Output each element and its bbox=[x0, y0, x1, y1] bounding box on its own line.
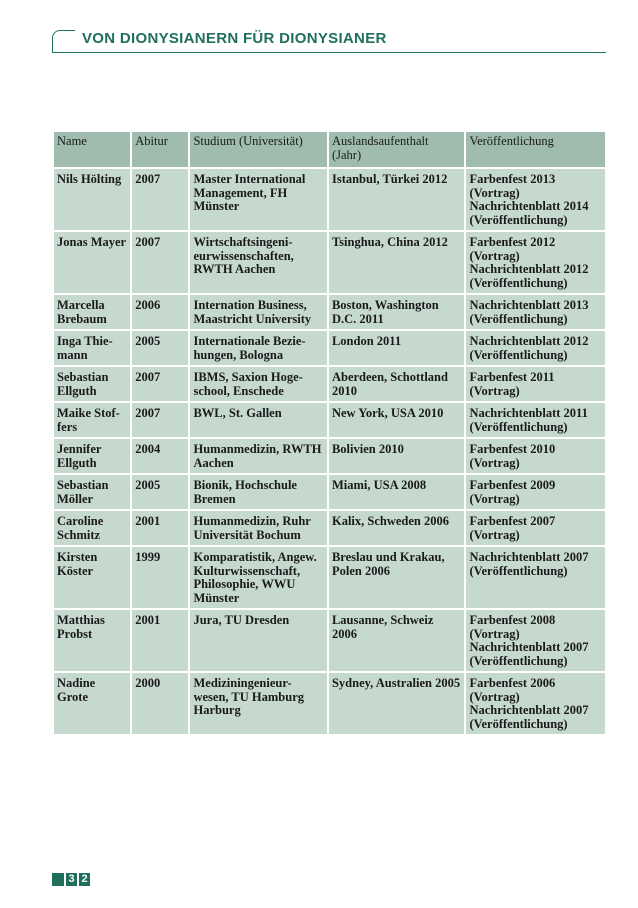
table-row bbox=[54, 511, 605, 545]
cell-auslandsaufenthalt: Istanbul, Türkei 2012 bbox=[329, 169, 464, 230]
cell-abitur: 2001 bbox=[132, 511, 188, 545]
cell-name: Kirsten Köster bbox=[54, 547, 130, 608]
cell-veroeffentlichung: Nachrichtenblatt 2012 (Veröffentlichung) bbox=[466, 331, 605, 365]
cell-auslandsaufenthalt: New York, USA 2010 bbox=[329, 403, 464, 437]
header-frame-corner bbox=[52, 30, 75, 53]
cell-studium: Internation Business, Maastricht University bbox=[190, 295, 327, 329]
cell-abitur: 2005 bbox=[132, 331, 188, 365]
cell-abitur: 2007 bbox=[132, 232, 188, 293]
cell-veroeffentlichung: Nachrichtenblatt 2007 (Veröffentlichung) bbox=[466, 547, 605, 608]
cell-name: Sebastian Möller bbox=[54, 475, 130, 509]
cell-name: Sebastian Ellguth bbox=[54, 367, 130, 401]
table-row bbox=[54, 367, 605, 401]
cell-name: Jennifer Ellguth bbox=[54, 439, 130, 473]
header-rule bbox=[52, 52, 606, 53]
cell-abitur: 2007 bbox=[132, 169, 188, 230]
cell-veroeffentlichung: Farbenfest 2006 (Vortrag) Nachrichtenblatt 2007 (Veröffentlichung) bbox=[466, 673, 605, 734]
cell-abitur: 2005 bbox=[132, 475, 188, 509]
cell-auslandsaufenthalt: Kalix, Schweden 2006 bbox=[329, 511, 464, 545]
cell-auslandsaufenthalt: Bolivien 2010 bbox=[329, 439, 464, 473]
cell-auslandsaufenthalt: Aberdeen, Schottland 2010 bbox=[329, 367, 464, 401]
cell-studium: Humanmedizin, RWTH Aachen bbox=[190, 439, 327, 473]
table-row bbox=[54, 232, 605, 293]
cell-name: Inga Thie-mann bbox=[54, 331, 130, 365]
cell-abitur: 2007 bbox=[132, 403, 188, 437]
cell-name: Marcella Brebaum bbox=[54, 295, 130, 329]
cell-name: Nils Hölting bbox=[54, 169, 130, 230]
cell-veroeffentlichung: Farbenfest 2011 (Vortrag) bbox=[466, 367, 605, 401]
column-header-studium: Studium (Universität) bbox=[190, 132, 327, 167]
cell-name: Maike Stof-fers bbox=[54, 403, 130, 437]
page-number-digit: 3 bbox=[66, 873, 77, 886]
table-row bbox=[54, 610, 605, 671]
cell-auslandsaufenthalt: London 2011 bbox=[329, 331, 464, 365]
cell-veroeffentlichung: Nachrichtenblatt 2011 (Veröffentlichung) bbox=[466, 403, 605, 437]
cell-studium: Jura, TU Dresden bbox=[190, 610, 327, 671]
cell-studium: Humanmedizin, Ruhr Universität Bochum bbox=[190, 511, 327, 545]
cell-auslandsaufenthalt: Lausanne, Schweiz 2006 bbox=[329, 610, 464, 671]
cell-studium: Mediziningenieur-wesen, TU Hamburg Harburg bbox=[190, 673, 327, 734]
cell-auslandsaufenthalt: Breslau und Krakau, Polen 2006 bbox=[329, 547, 464, 608]
column-header-veroeffentlichung: Veröffentlichung bbox=[466, 132, 605, 167]
cell-studium: BWL, St. Gallen bbox=[190, 403, 327, 437]
cell-name: Nadine Grote bbox=[54, 673, 130, 734]
cell-studium: Bionik, Hochschule Bremen bbox=[190, 475, 327, 509]
cell-name: Matthias Probst bbox=[54, 610, 130, 671]
table-row bbox=[54, 331, 605, 365]
page-header-title: VON DIONYSIANERN FÜR DIONYSIANER bbox=[82, 30, 387, 47]
table-row bbox=[54, 403, 605, 437]
cell-studium: Komparatistik, Angew. Kulturwissenschaft, Philosophie, WWU Münster bbox=[190, 547, 327, 608]
cell-veroeffentlichung: Farbenfest 2007 (Vortrag) bbox=[466, 511, 605, 545]
column-header-abitur: Abitur bbox=[132, 132, 188, 167]
cell-abitur: 2001 bbox=[132, 610, 188, 671]
column-header-name: Name bbox=[54, 132, 130, 167]
table-row bbox=[54, 475, 605, 509]
cell-auslandsaufenthalt: Miami, USA 2008 bbox=[329, 475, 464, 509]
cell-studium: Master International Management, FH Münster bbox=[190, 169, 327, 230]
cell-veroeffentlichung: Farbenfest 2010 (Vortrag) bbox=[466, 439, 605, 473]
alumni-table bbox=[52, 130, 607, 736]
cell-studium: IBMS, Saxion Hoge-school, Enschede bbox=[190, 367, 327, 401]
table-row bbox=[54, 547, 605, 608]
cell-abitur: 2000 bbox=[132, 673, 188, 734]
cell-studium: Wirtschaftsingeni-eurwissenschaften, RWTH Aachen bbox=[190, 232, 327, 293]
cell-veroeffentlichung: Farbenfest 2008 (Vortrag) Nachrichtenblatt 2007 (Veröffentlichung) bbox=[466, 610, 605, 671]
cell-veroeffentlichung: Farbenfest 2009 (Vortrag) bbox=[466, 475, 605, 509]
table-header-row bbox=[54, 132, 605, 167]
cell-auslandsaufenthalt: Boston, Washington D.C. 2011 bbox=[329, 295, 464, 329]
cell-abitur: 1999 bbox=[132, 547, 188, 608]
page-number bbox=[52, 873, 92, 886]
cell-veroeffentlichung: Farbenfest 2013 (Vortrag) Nachrichtenblatt 2014 (Veröffentlichung) bbox=[466, 169, 605, 230]
cell-veroeffentlichung: Farbenfest 2012 (Vortrag) Nachrichtenblatt 2012 (Veröffentlichung) bbox=[466, 232, 605, 293]
table-row bbox=[54, 673, 605, 734]
page-number-digit: 2 bbox=[79, 873, 90, 886]
page-number-bar bbox=[52, 873, 64, 886]
cell-auslandsaufenthalt: Tsinghua, China 2012 bbox=[329, 232, 464, 293]
cell-auslandsaufenthalt: Sydney, Australien 2005 bbox=[329, 673, 464, 734]
cell-veroeffentlichung: Nachrichtenblatt 2013 (Veröffentlichung) bbox=[466, 295, 605, 329]
cell-abitur: 2007 bbox=[132, 367, 188, 401]
cell-name: Caroline Schmitz bbox=[54, 511, 130, 545]
cell-abitur: 2006 bbox=[132, 295, 188, 329]
column-header-auslandsaufenthalt: Auslandsaufenthalt (Jahr) bbox=[329, 132, 464, 167]
table-row bbox=[54, 439, 605, 473]
table-row bbox=[54, 295, 605, 329]
cell-name: Jonas Mayer bbox=[54, 232, 130, 293]
cell-studium: Internationale Bezie-hungen, Bologna bbox=[190, 331, 327, 365]
cell-abitur: 2004 bbox=[132, 439, 188, 473]
table-row bbox=[54, 169, 605, 230]
